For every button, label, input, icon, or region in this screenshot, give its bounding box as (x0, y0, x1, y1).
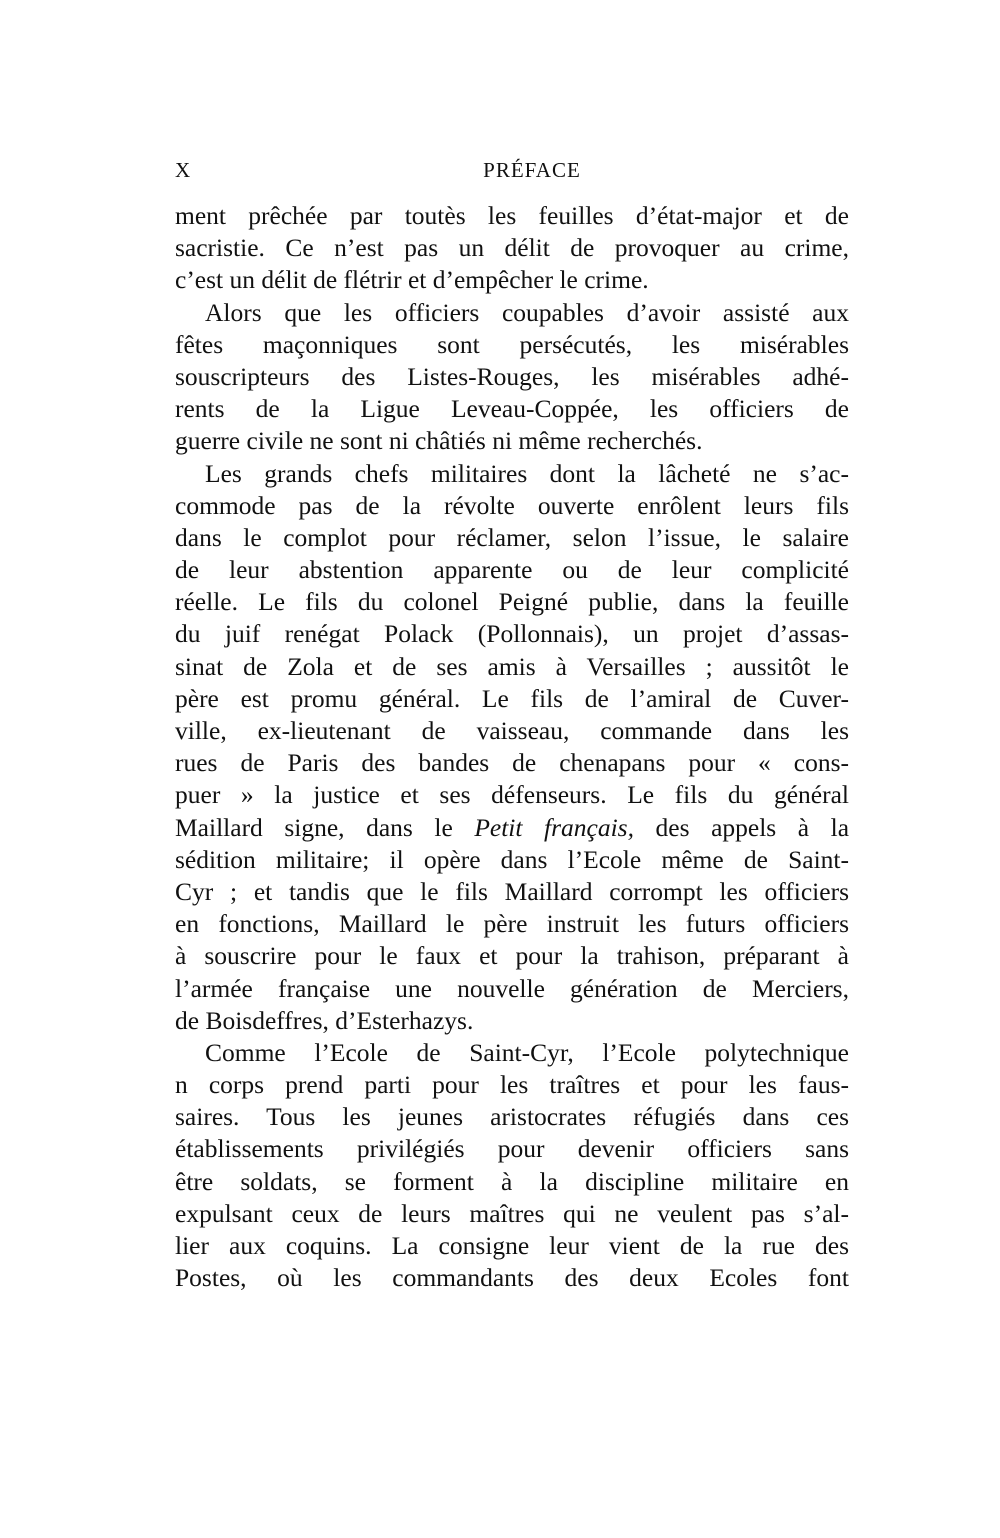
text-line: sacristie. Ce n’est pas un délit de provoquer au crime, (175, 233, 849, 263)
paragraph-first-line: Les grands chefs militaires dont la lâcheté ne s’ac- (205, 458, 849, 488)
text-line: rues de Paris des bandes de chenapans pour « cons- (175, 748, 849, 778)
text-line: du juif renégat Polack (Pollonnais), un projet d’assas- (175, 619, 849, 649)
text-line: ville, ex-lieutenant de vaisseau, commande dans les (175, 716, 849, 745)
newspaper-title: Petit français, (474, 812, 634, 842)
line-segment: des appels à la (655, 812, 850, 842)
text-line: lier aux coquins. La consigne leur vient de la rue des (175, 1231, 849, 1260)
text-line: souscripteurs des Listes-Rouges, les misérables adhé- (175, 361, 849, 391)
body-text (175, 200, 849, 1294)
text-line: en fonctions, Maillard le père instruit les futurs officiers (175, 909, 849, 939)
running-head (175, 158, 849, 188)
text-line: rents de la Ligue Leveau-Coppée, les officiers de (175, 394, 849, 424)
text-line: de Boisdeffres, d’Esterhazys. (175, 1005, 474, 1035)
text-line: commode pas de la révolte ouverte enrôlent leurs fils (175, 490, 849, 520)
text-line: ment prêchée par toutès les feuilles d’état-major et de (175, 201, 849, 230)
text-line: Cyr ; et tandis que le fils Maillard corrompt les officiers (175, 876, 849, 906)
text-line: à souscrire pour le faux et pour la trahison, préparant à (175, 941, 849, 971)
text-line: l’armée française une nouvelle génération de Merciers, (175, 973, 849, 1003)
text-line-with-italic (175, 812, 849, 844)
text-line: dans le complot pour réclamer, selon l’issue, le salaire (175, 522, 849, 552)
page-number: X (175, 158, 192, 182)
text-line: saires. Tous les jeunes aristocrates réfugiés dans ces (175, 1102, 849, 1132)
text-line: sinat de Zola et de ses amis à Versailles ; aussitôt le (175, 651, 849, 681)
text-line: réelle. Le fils du colonel Peigné publie, dans la feuille (175, 587, 849, 617)
running-title: PRÉFACE (483, 158, 581, 182)
text-line: puer » la justice et ses défenseurs. Le fils du général (175, 780, 849, 810)
text-line: établissements privilégiés pour devenir officiers sans (175, 1134, 849, 1164)
text-line: père est promu général. Le fils de l’amiral de Cuver- (175, 683, 849, 713)
text-line: sédition militaire; il opère dans l’Ecole même de Saint- (175, 844, 849, 874)
text-line: fêtes maçonniques sont persécutés, les misérables (175, 329, 849, 359)
text-line: de leur abstention apparente ou de leur complicité (175, 555, 849, 585)
paragraph-first-line: Alors que les officiers coupables d’avoir assisté aux (205, 297, 849, 327)
text-line: être soldats, se forment à la discipline militaire en (175, 1166, 849, 1196)
paragraph-first-line: Comme l’Ecole de Saint-Cyr, l’Ecole polytechnique (205, 1037, 849, 1067)
text-line: expulsant ceux de leurs maîtres qui ne veulent pas s’al- (175, 1198, 849, 1228)
text-line: Postes, où les commandants des deux Ecoles font (175, 1263, 849, 1293)
text-line: guerre civile ne sont ni châtiés ni même recherchés. (175, 426, 703, 456)
text-line: c’est un délit de flétrir et d’empêcher le crime. (175, 265, 649, 295)
line-segment: Maillard signe, dans le (175, 812, 453, 842)
text-line: n corps prend parti pour les traîtres et pour les faus- (175, 1070, 849, 1100)
